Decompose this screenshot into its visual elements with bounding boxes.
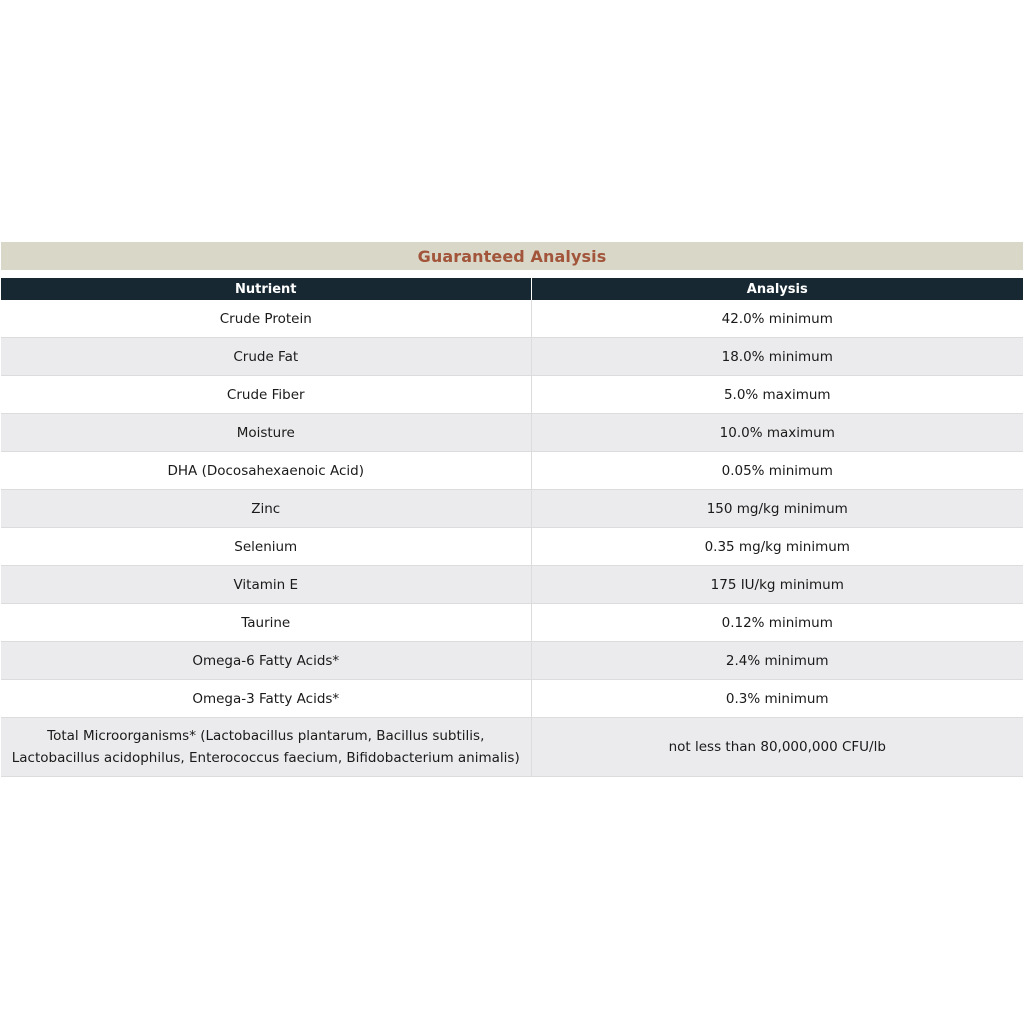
table-row: [1, 566, 1023, 604]
table-row: [1, 680, 1023, 718]
analysis-cell: 10.0% maximum: [531, 414, 1023, 452]
table-row: [1, 414, 1023, 452]
analysis-cell: 42.0% minimum: [531, 300, 1023, 338]
analysis-cell: 0.05% minimum: [531, 452, 1023, 490]
nutrient-cell: Zinc: [1, 490, 531, 528]
analysis-table: [1, 278, 1023, 777]
nutrient-cell: Crude Fat: [1, 338, 531, 376]
table-row: [1, 452, 1023, 490]
nutrient-line: Total Microorganisms* (Lactobacillus plantarum, Bacillus subtilis,: [47, 728, 485, 744]
analysis-cell: 2.4% minimum: [531, 642, 1023, 680]
nutrient-cell: Moisture: [1, 414, 531, 452]
nutrient-cell: Omega-3 Fatty Acids*: [1, 680, 531, 718]
nutrient-cell: Crude Fiber: [1, 376, 531, 414]
analysis-cell: 0.3% minimum: [531, 680, 1023, 718]
table-body: [1, 300, 1023, 777]
nutrient-cell: Taurine: [1, 604, 531, 642]
nutrient-cell: Omega-6 Fatty Acids*: [1, 642, 531, 680]
nutrient-cell: DHA (Docosahexaenoic Acid): [1, 452, 531, 490]
analysis-cell: 18.0% minimum: [531, 338, 1023, 376]
nutrient-cell: Selenium: [1, 528, 531, 566]
spacer: [1, 270, 1023, 278]
analysis-cell: 175 IU/kg minimum: [531, 566, 1023, 604]
column-header-analysis: Analysis: [531, 278, 1023, 300]
nutrient-line: Lactobacillus acidophilus, Enterococcus faecium, Bifidobacterium animalis): [11, 750, 520, 766]
analysis-cell: 0.35 mg/kg minimum: [531, 528, 1023, 566]
table-row: [1, 300, 1023, 338]
table-title: Guaranteed Analysis: [417, 246, 607, 266]
analysis-cell: 5.0% maximum: [531, 376, 1023, 414]
table-title-bar: [1, 242, 1023, 270]
table-row: [1, 528, 1023, 566]
analysis-cell: 0.12% minimum: [531, 604, 1023, 642]
table-row: [1, 604, 1023, 642]
table-row: [1, 338, 1023, 376]
header-row: [1, 278, 1023, 300]
table-row: [1, 718, 1023, 777]
nutrient-cell: Crude Protein: [1, 300, 531, 338]
table-row: [1, 490, 1023, 528]
analysis-cell: not less than 80,000,000 CFU/lb: [531, 718, 1023, 777]
table-header: [1, 278, 1023, 300]
column-header-nutrient: Nutrient: [1, 278, 531, 300]
table-row: [1, 376, 1023, 414]
nutrient-cell: Vitamin E: [1, 566, 531, 604]
table-row: [1, 642, 1023, 680]
guaranteed-analysis-panel: [1, 242, 1023, 777]
nutrient-cell: [1, 718, 531, 777]
analysis-cell: 150 mg/kg minimum: [531, 490, 1023, 528]
